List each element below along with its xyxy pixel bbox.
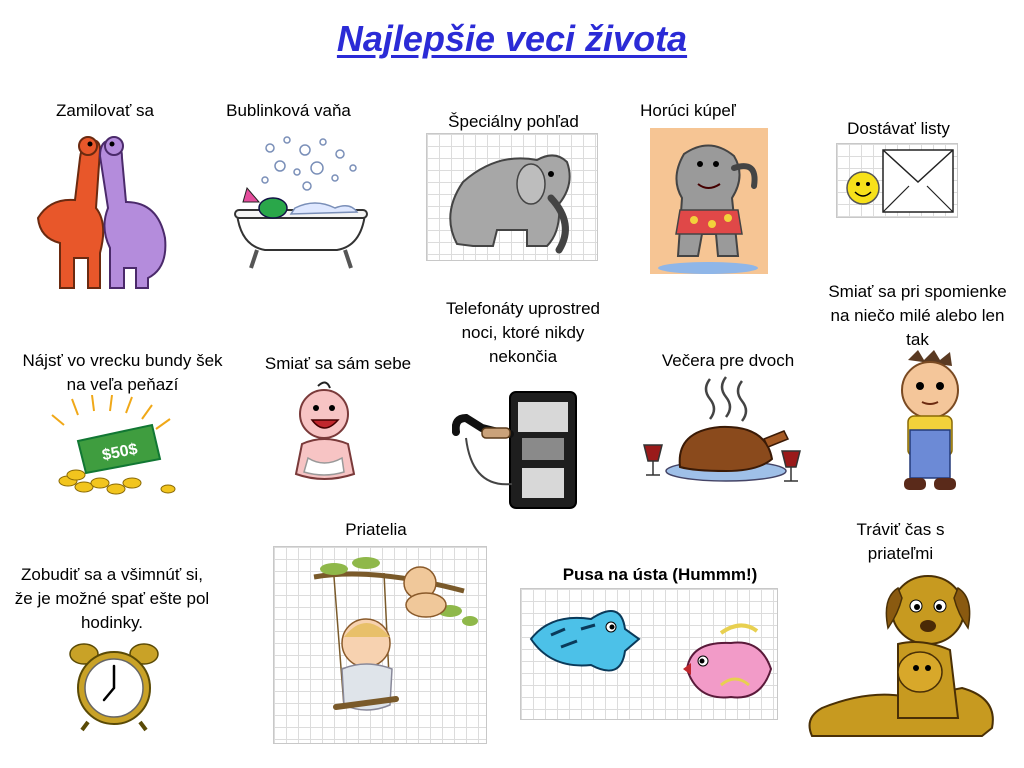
elephant-swimsuit-icon xyxy=(650,128,768,274)
label-bubble-bath: Bublinková vaňa xyxy=(226,101,351,120)
label-laugh-at-memory: Smiať sa pri spomienke na niečo milé alebo len tak xyxy=(828,282,1007,349)
label-kiss: Pusa na ústa (Hummm!) xyxy=(562,565,758,584)
dinosaurs-in-love-icon xyxy=(30,128,170,293)
money-coins-icon xyxy=(48,395,178,500)
label-wake-up: Zobudiť sa a všimnúť si, že je možné spať ešte pol hodinky. xyxy=(14,565,210,632)
alarm-clock-icon xyxy=(66,640,166,732)
kissing-fish-icon xyxy=(520,588,778,720)
label-special-look: Špeciálny pohľad xyxy=(448,112,579,131)
label-friends: Priatelia xyxy=(345,520,407,539)
cartoon-boy-icon xyxy=(890,350,974,494)
page-title: Najlepšie veci života xyxy=(336,18,688,59)
child-swing-cat-icon xyxy=(273,546,487,744)
label-receive-letters: Dostávať listy xyxy=(847,119,950,138)
laughing-baby-icon xyxy=(282,378,372,484)
bubble-bath-icon xyxy=(225,128,375,278)
label-time-with-friends: Tráviť čas s priateľmi xyxy=(856,520,945,563)
label-laugh-at-yourself: Smiať sa sám sebe xyxy=(264,354,412,373)
dog-friends-icon xyxy=(802,568,1002,740)
label-hot-bath: Horúci kúpeľ xyxy=(640,101,736,120)
roast-turkey-icon xyxy=(640,375,808,487)
money-text: $50$ xyxy=(100,440,139,465)
label-dinner-for-two: Večera pre dvoch xyxy=(661,351,795,370)
payphone-icon xyxy=(452,388,582,512)
label-fall-in-love: Zamilovať sa xyxy=(55,101,154,120)
envelope-smiley-icon xyxy=(836,143,958,218)
label-find-check: Nájsť vo vrecku bundy šek na veľa peňazí xyxy=(22,351,223,394)
label-night-phone-calls: Telefonáty uprostred noci, ktoré nikdy nekončia xyxy=(445,299,601,366)
elephant-icon xyxy=(426,133,598,261)
